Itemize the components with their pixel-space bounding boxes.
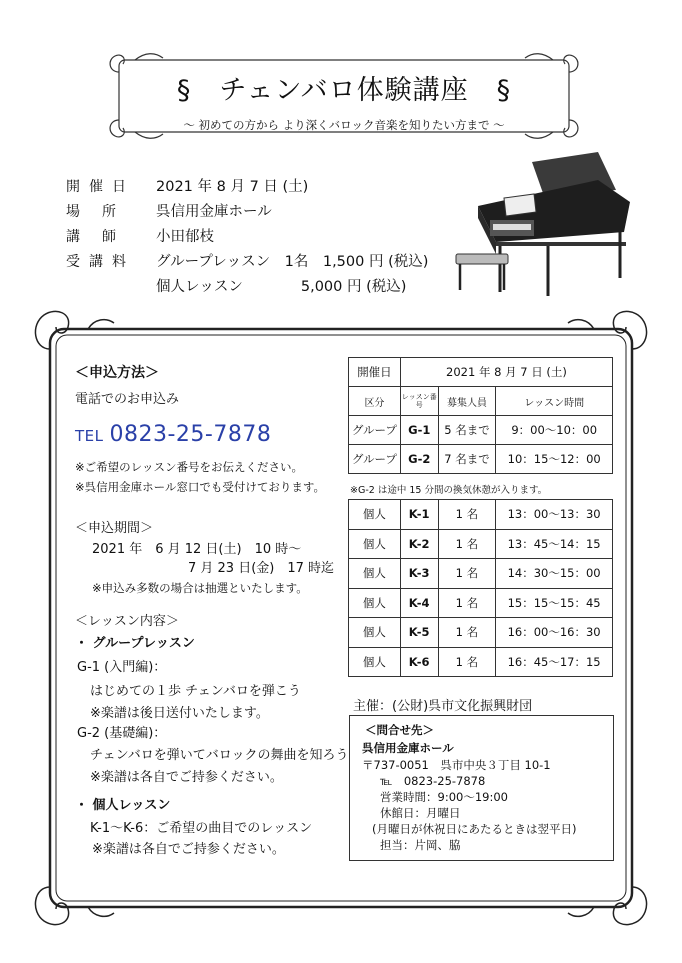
row-capacity: 7 名まで: [438, 445, 496, 474]
group-note: ※G-2 は途中 15 分間の換気休憩が入ります。: [350, 485, 548, 496]
col-type: 区分: [349, 387, 401, 416]
date-header-label: 開催日: [349, 358, 401, 387]
row-capacity: 1 名: [438, 588, 496, 618]
row-lesson-no: K-6: [400, 647, 438, 677]
date-label: 開催日: [66, 179, 135, 195]
venue-label: 場 所: [66, 204, 120, 220]
table-row: [349, 529, 613, 559]
row-capacity: 5 名まで: [438, 416, 496, 445]
period-line-2: 7 月 23 日(金) 17 時迄: [188, 561, 335, 576]
row-type: グループ: [349, 416, 401, 445]
row-lesson-no: K-2: [400, 529, 438, 559]
row-time: 9：00～10：00: [496, 416, 613, 445]
table-row: [349, 618, 613, 648]
individual-lesson-title: ・ 個人レッスン: [75, 798, 171, 813]
teacher-value: 小田郁枝: [156, 229, 214, 245]
contact-staff: 担当：片岡、脇: [380, 838, 461, 852]
g1-description: はじめての１歩 チェンバロを弾こう: [90, 684, 301, 699]
contact-address: 〒737-0051 呉市中央３丁目 10-1: [362, 758, 551, 772]
period-line-1: 2021 年 6 月 12 日(土) 10 時～: [92, 542, 302, 557]
table-row: [349, 559, 613, 589]
row-capacity: 1 名: [438, 618, 496, 648]
row-lesson-no: K-1: [400, 500, 438, 530]
g1-note: ※楽譜は後日送付いたします。: [90, 706, 269, 721]
fee-group: グループレッスン 1名 1,500 円 (税込): [156, 254, 429, 270]
fee-individual: 個人レッスン 5,000 円 (税込): [156, 279, 407, 295]
apply-note-1: ※ご希望のレッスン番号をお伝えください。: [75, 460, 304, 474]
g2-note: ※楽譜は各自でご持参ください。: [90, 770, 283, 785]
row-capacity: 1 名: [438, 529, 496, 559]
row-lesson-no: K-4: [400, 588, 438, 618]
period-note: ※申込み多数の場合は抽選といたします。: [92, 581, 308, 595]
individual-note: ※楽譜は各自でご持参ください。: [92, 842, 285, 857]
col-time: レッスン時間: [496, 387, 613, 416]
apply-method: 電話でのお申込み: [75, 392, 180, 407]
column-header-row: [349, 387, 613, 416]
row-type: 個人: [349, 588, 401, 618]
contact-hours: 営業時間：9:00～19:00: [380, 790, 508, 804]
page-title: § チェンバロ体験講座 §: [176, 75, 512, 106]
row-capacity: 1 名: [438, 647, 496, 677]
contact-closed-note: (月曜日が休祝日にあたるときは翌平日): [372, 822, 577, 836]
venue-value: 呉信用金庫ホール: [156, 204, 272, 220]
row-type: グループ: [349, 445, 401, 474]
row-time: 15：15～15：45: [496, 588, 613, 618]
apply-heading: ＜申込方法＞: [75, 365, 159, 381]
row-type: 個人: [349, 559, 401, 589]
contact-tel[interactable]: ℡ 0823-25-7878: [380, 774, 486, 788]
table-row: [349, 647, 613, 677]
table-row: [349, 416, 613, 445]
page-subtitle: ～ 初めての方から より深くバロック音楽を知りたい方まで ～: [183, 118, 505, 132]
row-time: 13：45～14：15: [496, 529, 613, 559]
row-lesson-no: K-3: [400, 559, 438, 589]
row-time: 13：00～13：30: [496, 500, 613, 530]
row-lesson-no: G-2: [400, 445, 438, 474]
apply-note-2: ※呉信用金庫ホール窓口でも受付けております。: [75, 480, 325, 494]
individual-schedule-table: [348, 499, 613, 677]
g2-description: チェンバロを弾いてバロックの舞曲を知ろう: [90, 748, 349, 763]
organizer: 主催：(公財)呉市文化振興財団: [353, 699, 533, 714]
tel-prefix: TEL: [75, 427, 104, 445]
row-type: 個人: [349, 500, 401, 530]
teacher-label: 講 師: [66, 229, 120, 245]
contact-closed: 休館日：月曜日: [380, 806, 461, 820]
row-type: 個人: [349, 529, 401, 559]
row-capacity: 1 名: [438, 559, 496, 589]
contact-heading: ＜問合せ先＞: [365, 723, 434, 737]
row-time: 14：30～15：00: [496, 559, 613, 589]
row-type: 個人: [349, 618, 401, 648]
contact-name: 呉信用金庫ホール: [362, 741, 454, 755]
g2-title: G-2 (基礎編)：: [77, 726, 167, 741]
row-time: 10：15～12：00: [496, 445, 613, 474]
row-time: 16：00～16：30: [496, 618, 613, 648]
fee-label: 受講料: [66, 254, 135, 270]
content-heading: ＜レッスン内容＞: [75, 614, 179, 629]
table-row: [349, 445, 613, 474]
group-lesson-title: ・ グループレッスン: [75, 636, 195, 651]
period-heading: ＜申込期間＞: [75, 521, 154, 536]
col-lesson-no: レッスン番号: [400, 387, 438, 416]
g1-title: G-1 (入門編)：: [77, 660, 167, 675]
table-row: [349, 500, 613, 530]
table-row: [349, 588, 613, 618]
row-lesson-no: G-1: [400, 416, 438, 445]
phone-number[interactable]: [75, 422, 271, 447]
date-header-value: 2021 年 8 月 7 日 (土): [400, 358, 612, 387]
date-header-row: [349, 358, 613, 387]
group-schedule-table: [348, 357, 613, 474]
individual-description: K-1～K-6：ご希望の曲目でのレッスン: [90, 821, 313, 836]
row-type: 個人: [349, 647, 401, 677]
harpsichord-illustration: [448, 150, 648, 300]
row-lesson-no: K-5: [400, 618, 438, 648]
date-value: 2021 年 8 月 7 日 (土): [156, 179, 309, 195]
row-time: 16：45～17：15: [496, 647, 613, 677]
col-capacity: 募集人員: [438, 387, 496, 416]
tel-number: 0823-25-7878: [109, 422, 272, 447]
row-capacity: 1 名: [438, 500, 496, 530]
